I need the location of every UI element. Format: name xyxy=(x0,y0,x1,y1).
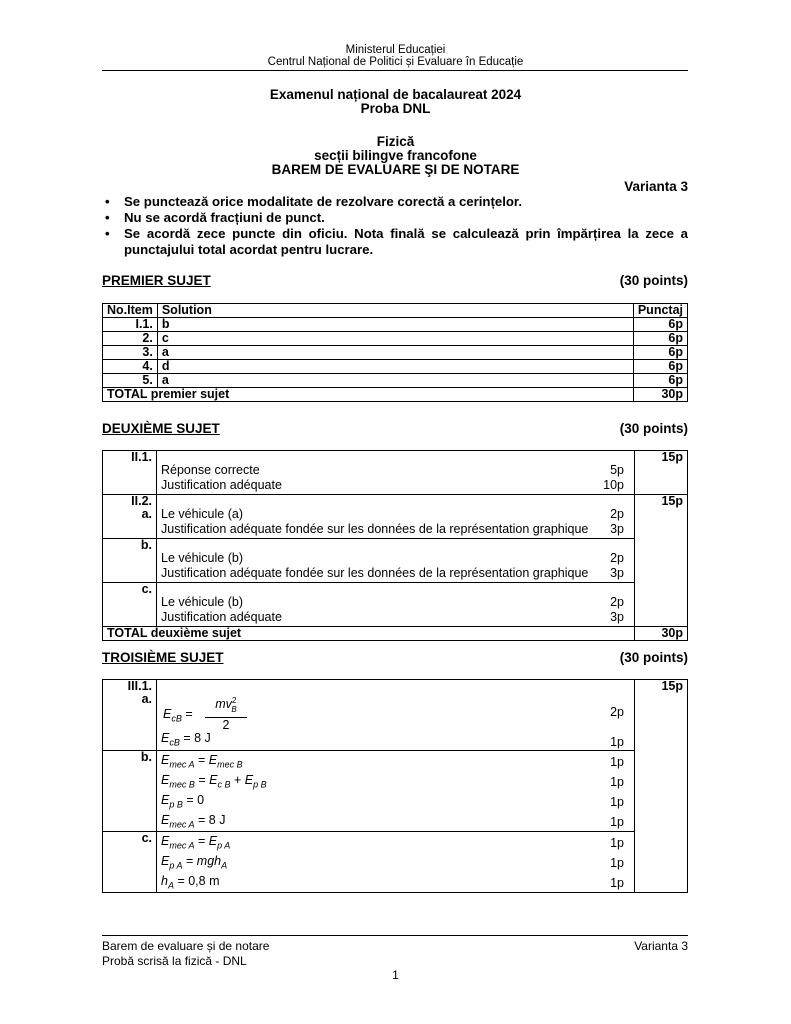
total-row xyxy=(103,627,688,641)
criterion-points: 1p xyxy=(610,755,624,769)
result-value: = 0 xyxy=(186,793,205,807)
item-number-label: III.1. xyxy=(127,679,152,693)
section-points-3: (30 points) xyxy=(619,650,688,665)
item-answer: d xyxy=(157,360,633,374)
criterion-points: 1p xyxy=(610,836,624,850)
table-row xyxy=(103,360,688,374)
criterion-points: 1p xyxy=(610,795,624,809)
item-total: 15p xyxy=(635,680,688,893)
footer-left-1: Barem de evaluare și de notare xyxy=(102,939,270,953)
item-points: 6p xyxy=(633,346,687,360)
item-points: 6p xyxy=(633,318,687,332)
item-criteria xyxy=(157,495,635,539)
criterion: Justification adéquate fondée sur les données de la représentation graphique xyxy=(161,566,589,580)
section-title-1: PREMIER SUJET xyxy=(102,273,211,288)
criterion: Justification adéquate fondée sur les données de la représentation graphique xyxy=(161,522,589,536)
footer-left-2: Probă scrisă la fizică - DNL xyxy=(102,954,247,968)
section-header-1 xyxy=(102,273,688,288)
total-label: TOTAL premier sujet xyxy=(103,388,634,402)
section-header-2 xyxy=(102,421,688,436)
subitem-label: a. xyxy=(141,507,152,521)
criterion-points: 1p xyxy=(610,876,624,890)
item-criteria: $E_{mec A} = E_{p A}$ 1p $E_{p A} = mgh_A$ 1p $h_A = 0,8$ m 1p xyxy=(157,832,635,893)
item-number: 5. xyxy=(103,374,158,388)
total-points: 30p xyxy=(633,388,687,402)
exam-proba: Proba DNL xyxy=(360,101,431,116)
section-title-3: TROISIÈME SUJET xyxy=(102,650,224,665)
section-header-3 xyxy=(102,650,688,665)
item-criteria xyxy=(157,583,635,627)
table-subject-3 xyxy=(102,679,688,893)
item-total: 15p xyxy=(635,495,688,627)
criterion-points: 1p xyxy=(610,815,624,829)
table-subject-1 xyxy=(102,303,688,402)
criterion: Justification adéquate xyxy=(161,610,282,624)
subitem-label: b. xyxy=(103,539,157,583)
table-row xyxy=(103,332,688,346)
item-points: 6p xyxy=(633,374,687,388)
criterion-points: 10p xyxy=(603,478,624,492)
subitem-label: a. xyxy=(141,692,152,706)
criterion-points: 5p xyxy=(610,463,624,477)
item-number: 3. xyxy=(103,346,158,360)
criterion-points: 1p xyxy=(610,775,624,789)
table-row xyxy=(103,374,688,388)
criterion-points: 2p xyxy=(610,595,624,609)
item-number: 4. xyxy=(103,360,158,374)
item-criteria: $E_{mec A} = E_{mec B}$ 1p $E_{mec B} = E_{c B} + E_{p B}$ 1p $E_{p B} = 0$ 1p $E_{mec A} = 8$ J 1p xyxy=(157,751,635,832)
center-name: Centrul Național de Politici și Evaluare în Educație xyxy=(267,56,524,68)
page-number: 1 xyxy=(392,968,399,982)
item-total: 15p xyxy=(635,451,688,495)
criterion-points: 1p xyxy=(610,735,624,749)
item-points: 6p xyxy=(633,332,687,346)
col-header-item: No.Item xyxy=(103,304,158,318)
item-criteria xyxy=(157,539,635,583)
criterion: Réponse correcte xyxy=(161,463,260,477)
result-value: = 0,8 m xyxy=(177,874,220,888)
item-answer: a xyxy=(157,346,633,360)
ministry-name: Ministerul Educației xyxy=(345,44,446,56)
item-number: II.1. xyxy=(103,451,157,495)
subitem-label: c. xyxy=(103,832,157,893)
criterion-points: 3p xyxy=(610,610,624,624)
exam-title: Examenul național de bacalaureat 2024 xyxy=(269,87,522,102)
col-header-score: Punctaj xyxy=(633,304,687,318)
criterion-points: 1p xyxy=(610,856,624,870)
section-title-2: DEUXIÈME SUJET xyxy=(102,421,220,436)
rule-item: • Se punctează orice modalitate de rezolvare corectă a cerințelor. xyxy=(102,194,688,210)
table-subject-2 xyxy=(102,450,688,641)
criterion-points: 2p xyxy=(610,705,624,719)
item-answer: c xyxy=(157,332,633,346)
criterion-points: 2p xyxy=(610,551,624,565)
total-points: 30p xyxy=(635,627,688,641)
item-points: 6p xyxy=(633,360,687,374)
variant-label: Varianta 3 xyxy=(624,179,688,194)
section-points-2: (30 points) xyxy=(619,421,688,436)
result-value: = 8 J xyxy=(183,731,211,745)
result-value: = 8 J xyxy=(198,813,226,827)
col-header-solution: Solution xyxy=(157,304,633,318)
barem-title: BAREM DE EVALUARE ŞI DE NOTARE xyxy=(271,162,520,177)
item-criteria: $E_{cB}$ = $mv^2_B$ 2 2p $E_{cB} = 8$ J 1p xyxy=(157,680,635,751)
item-number xyxy=(103,680,157,751)
criterion-points: 3p xyxy=(610,522,624,536)
item-answer: a xyxy=(157,374,633,388)
rule-item: • Se acordă zece puncte din oficiu. Nota finală se calculează prin împărțirea la zece a punctajului total acordat pentru lucrare. xyxy=(102,226,688,258)
criterion-points: 2p xyxy=(610,507,624,521)
criterion: Justification adéquate xyxy=(161,478,282,492)
grading-rules xyxy=(102,194,688,258)
footer-rule xyxy=(102,935,688,936)
table-row xyxy=(103,318,688,332)
item-number: 2. xyxy=(103,332,158,346)
formula-kinetic-energy: $E_{cB}$ = $mv^2_B$ 2 2p xyxy=(163,696,624,732)
item-criteria xyxy=(157,451,635,495)
subject-title: Fizică xyxy=(376,134,415,149)
footer-variant: Varianta 3 xyxy=(634,939,688,953)
subitem-label: b. xyxy=(103,751,157,832)
subitem-label: c. xyxy=(103,583,157,627)
item-number-label: II.2. xyxy=(131,494,152,508)
rule-item: • Nu se acordă fracțiuni de punct. xyxy=(102,210,688,226)
criterion: Le véhicule (a) xyxy=(161,507,243,521)
section-title: secții bilingve francofone xyxy=(314,148,477,163)
item-number: I.1. xyxy=(103,318,158,332)
criterion: Le véhicule (b) xyxy=(161,595,243,609)
item-answer: b xyxy=(157,318,633,332)
header-rule xyxy=(102,70,688,71)
item-number xyxy=(103,495,157,539)
total-row xyxy=(103,388,688,402)
section-points-1: (30 points) xyxy=(619,273,688,288)
table-row xyxy=(103,346,688,360)
criterion-points: 3p xyxy=(610,566,624,580)
criterion: Le véhicule (b) xyxy=(161,551,243,565)
total-label: TOTAL deuxième sujet xyxy=(103,627,635,641)
